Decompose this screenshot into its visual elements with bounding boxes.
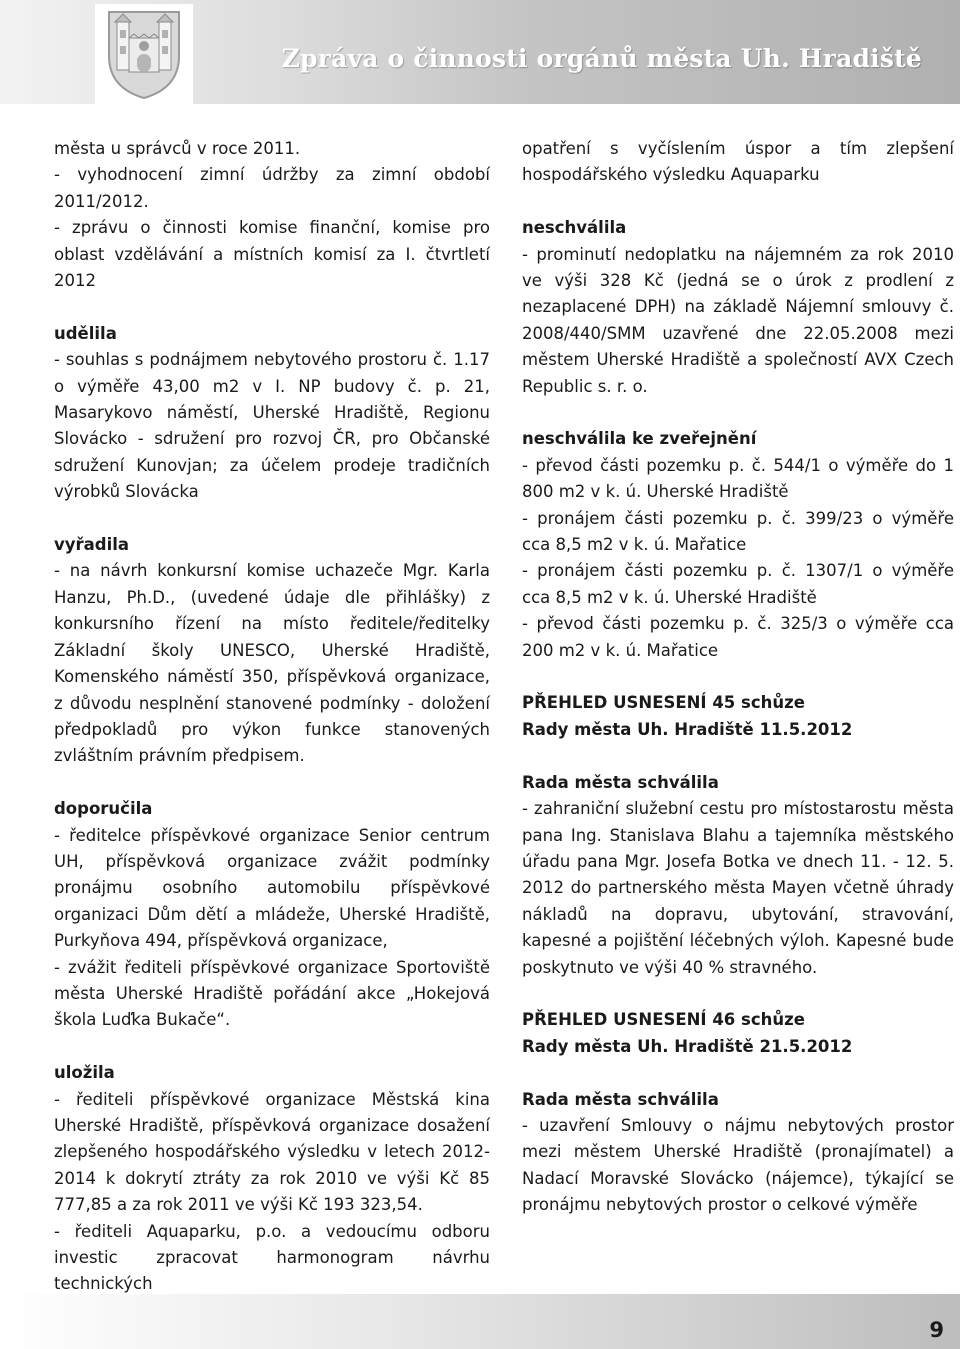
paragraph: - vyhodnocení zimní údržby za zimní období 2011/2012. bbox=[54, 165, 490, 211]
paragraph: města u správců v roce 2011. bbox=[54, 139, 301, 158]
paragraph: - řediteli Aquaparku, p.o. a vedoucímu odboru investic zpracovat harmonogram návrhu technických bbox=[54, 1221, 490, 1294]
resolution-overview-subheading-45: Rady města Uh. Hradiště 11.5.2012 bbox=[522, 719, 853, 739]
paragraph: - uzavření Smlouvy o nájmu nebytových prostor mezi městem Uherské Hradiště (pronajímatel) a Nadací Moravské Slovácko (nájemce), týkající se pronájmu nebytových prostor o celkové výměře bbox=[522, 1115, 954, 1215]
right-column bbox=[522, 136, 954, 1219]
footer-bar bbox=[0, 1294, 960, 1349]
page-header bbox=[0, 0, 960, 104]
section-heading-udelila: udělila bbox=[54, 323, 117, 343]
section-heading-neschvalila: neschválila bbox=[522, 218, 627, 238]
section-heading-ulozila: uložila bbox=[54, 1063, 115, 1083]
paragraph: - prominutí nedoplatku na nájemném za rok 2010 ve výši 328 Kč (jedná se o úrok z prodlení z nezaplacené DPH) na základě Nájemní smlouvy č. 2008/440/SMM uzavřené dne 22.05.2008 mezi městem Uherské Hradiště a společností AVX Czech Republic s. r. o. bbox=[522, 244, 954, 396]
section-heading-rada-schvalila: Rada města schválila bbox=[522, 772, 719, 792]
paragraph: - pronájem části pozemku p. č. 1307/1 o výměře cca 8,5 m2 v k. ú. Uherské Hradiště bbox=[522, 561, 954, 607]
left-column bbox=[54, 136, 490, 1298]
coat-of-arms-icon bbox=[105, 8, 183, 100]
paragraph: - převod části pozemku p. č. 325/3 o výměře cca 200 m2 v k. ú. Mařatice bbox=[522, 614, 954, 660]
paragraph: - pronájem části pozemku p. č. 399/23 o výměře cca 8,5 m2 v k. ú. Mařatice bbox=[522, 508, 954, 555]
page-number: 9 bbox=[929, 1318, 944, 1342]
section-heading-rada-schvalila: Rada města schválila bbox=[522, 1089, 719, 1109]
paragraph: - převod části pozemku p. č. 544/1 o výměře do 1 800 m2 v k. ú. Uherské Hradiště bbox=[522, 455, 954, 502]
resolution-overview-subheading-46: Rady města Uh. Hradiště 21.5.2012 bbox=[522, 1036, 853, 1056]
paragraph: - souhlas s podnájmem nebytového prostoru č. 1.17 o výměře 43,00 m2 v I. NP budovy č. p. 21, Masarykovo náměstí, Uherské Hradiště, Regionu Slovácko - sdružení pro rozvoj ČR, pro Občanské sdružení Kunovjan; za účelem prodeje tradičních výrobků Slovácka bbox=[54, 350, 490, 502]
paragraph: - zahraniční služební cestu pro místostarostu města pana Ing. Stanislava Blahu a tajemníka městského úřadu pana Mgr. Josefa Botka ve dnech 11. - 12. 5. 2012 do partnerského města Mayen včetně úhrady nákladů na dopravu, ubytování, stravování, kapesné a pojištění léčebných výloh. Kapesné bude poskytnuto ve výši 40 % stravného. bbox=[522, 799, 954, 977]
paragraph: - zvážit řediteli příspěvkové organizace Sportoviště města Uherské Hradiště pořádání akce „Hokejová škola Luďka Bukače“. bbox=[54, 957, 490, 1030]
paragraph: opatření s vyčíslením úspor a tím zlepšení hospodářského výsledku Aquaparku bbox=[522, 139, 954, 185]
paragraph: - řediteli příspěvkové organizace Městská kina Uherské Hradiště, příspěvková organizace dosažení zlepšeného hospodářského výsledku v letech 2012-2014 k dokrytí ztráty za rok 2010 ve výši Kč 85 777,85 a za rok 2011 ve výši Kč 193 323,54. bbox=[54, 1089, 490, 1215]
resolution-overview-heading-46: PŘEHLED USNESENÍ 46 schůze bbox=[522, 1010, 805, 1030]
city-coat-of-arms bbox=[95, 4, 193, 104]
resolution-overview-heading-45: PŘEHLED USNESENÍ 45 schůze bbox=[522, 693, 805, 713]
paragraph: - na návrh konkursní komise uchazeče Mgr. Karla Hanzu, Ph.D., (uvedené údaje dle přihlášky) z konkursního řízení na místo ředitele/ředitelky Základní školy UNESCO, Uherské Hradiště, Komenského náměstí 350, příspěvková organizace, z důvodu nesplnění stanovené podmínky - doložení předpokladů pro výkon funkce stanovených zvláštním právním předpisem. bbox=[54, 561, 490, 766]
section-heading-doporucila: doporučila bbox=[54, 799, 153, 819]
publication-title: Zpráva o činnosti orgánů města Uh. Hradiště bbox=[281, 44, 922, 73]
section-heading-neschvalila-ke-zverejneni: neschválila ke zveřejnění bbox=[522, 429, 757, 449]
paragraph: - zprávu o činnosti komise finanční, komise pro oblast vzdělávání a místních komisí za I. čtvrtletí 2012 bbox=[54, 218, 490, 291]
section-heading-vyradila: vyřadila bbox=[54, 535, 130, 555]
paragraph: - ředitelce příspěvkové organizace Senior centrum UH, příspěvková organizace zvážit podmínky pronájmu osobního automobilu příspěvkové organizaci Dům dětí a mládeže, Uherské Hradiště, Purkyňova 494, příspěvková organizace, bbox=[54, 825, 490, 951]
